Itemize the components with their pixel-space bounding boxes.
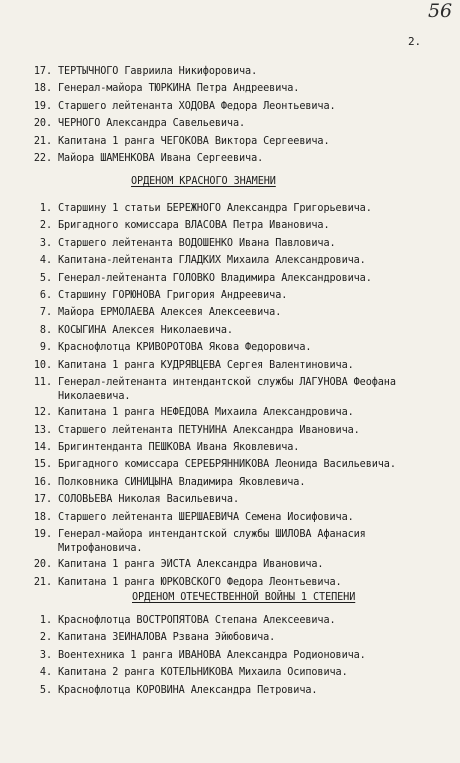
list-item [26,306,442,320]
item-text: Краснофлотца КРИВОРОТОВА Якова Федоровича. [58,342,312,354]
item-number: 1. [39,615,52,626]
item-text: Краснофлотца КОРОВИНА Александра Петровича. [58,684,318,696]
item-number: 19. [33,529,52,541]
list-item [26,272,442,286]
item-text: Капитана 1 ранга КУДРЯВЦЕВА Сергея Валентиновича. [58,359,354,371]
list-item [26,424,442,438]
item-text: ЧЕРНОГО Александра Савельевича. [58,118,246,130]
item-text: Капитана 2 ранга КОТЕЛЬНИКОВА Михаила Осиповича. [58,667,348,679]
item-text: Бригинтенданта ПЕШКОВА Ивана Яковлевича. [58,442,300,454]
list-item [26,631,442,645]
list-item [26,649,442,663]
item-number: 3. [39,649,52,661]
list-item [26,289,442,303]
item-text: Капитана 1 ранга ЭЙСТА Александра Ивановича. [58,559,324,571]
item-number: 14. [33,442,52,454]
list-item [26,511,442,525]
item-number: 4. [39,255,52,267]
item-text: Бригадного комиссара ВЛАСОВА Петра Ивановича. [58,220,330,232]
item-number: 2. [39,632,52,644]
item-text: Майора ШАМЕНКОВА Ивана Сергеевича. [58,152,264,164]
item-text: Старшего лейтенанта ВОДОШЕНКО Ивана Павловича. [58,237,336,249]
section-heading-patriotic-war: ОРДЕНОМ ОТЕЧЕСТВЕННОЙ ВОЙНЫ 1 СТЕПЕНИ [132,592,356,603]
list-item [26,254,442,268]
item-text: СОЛОВЬЕВА Николая Васильевича. [58,494,240,506]
item-number: 18. [33,83,52,95]
list-item [26,65,442,79]
handwritten-page-number: 56 [428,0,452,22]
list-item [26,202,442,216]
item-text: Генерал-лейтенанта ГОЛОВКО Владимира Александровича. [58,272,372,284]
list-item [26,152,442,166]
item-number: 22. [33,152,52,164]
item-text: Капитана-лейтенанта ГЛАДКИХ Михаила Александровича. [58,255,366,267]
list-item [26,219,442,233]
item-text: ТЕРТЫЧНОГО Гавриила Никифоровича. [58,66,258,77]
item-text: Бригадного комиссара СЕРЕБРЯННИКОВА Леонида Васильевича. [58,459,396,471]
item-number: 13. [33,424,52,436]
item-number: 4. [39,667,52,679]
item-number: 2. [39,220,52,232]
item-number: 20. [33,118,52,130]
item-text: Генерал-лейтенанта интендантской службы ЛАГУНОВА Феофана Николаевича. [58,376,396,402]
item-number: 7. [39,307,52,319]
item-number: 6. [39,289,52,301]
list-item [26,324,442,338]
item-number: 20. [33,559,52,571]
item-number: 8. [39,324,52,336]
list-item [26,441,442,455]
list-item [26,528,442,555]
list-item [26,684,442,698]
item-number: 10. [33,359,52,371]
item-text: Полковника СИНИЦЫНА Владимира Яковлевича. [58,476,306,488]
item-number: 17. [33,66,52,77]
list-item [26,476,442,490]
list-item [26,237,442,251]
list-item [26,376,442,403]
list-item [26,406,442,420]
item-text: Старшего лейтенанта ШЕРШАЕВИЧА Семена Иосифовича. [58,511,354,523]
page-number: 2. [408,35,422,48]
section-heading-red-banner: ОРДЕНОМ КРАСНОГО ЗНАМЕНИ [131,176,276,187]
item-text: Воентехника 1 ранга ИВАНОВА Александра Родионовича. [58,649,366,661]
item-number: 1. [39,203,52,214]
list-item [26,493,442,507]
item-number: 5. [39,272,52,284]
list-item [26,341,442,355]
list-item [26,359,442,373]
item-text: Капитана 1 ранга ЮРКОВСКОГО Федора Леонтьевича. [58,576,342,588]
item-number: 21. [33,576,52,588]
list-continued [26,65,442,169]
item-text: Старшину ГОРЮНОВА Григория Андреевича. [58,289,288,301]
item-text: Генерал-майора интендантской службы ШИЛОВА Афанасия Митрофановича. [58,529,366,554]
item-text: КОСЫГИНА Алексея Николаевича. [58,324,233,336]
list-red-banner [26,202,442,593]
list-item [26,666,442,680]
item-number: 16. [33,476,52,488]
list-item [26,576,442,590]
item-number: 9. [39,342,52,354]
item-number: 3. [39,237,52,249]
list-item [26,135,442,149]
item-number: 11. [33,376,52,388]
item-number: 21. [33,135,52,147]
list-item [26,558,442,572]
item-text: Майора ЕРМОЛАЕВА Алексея Алексеевича. [58,307,282,319]
item-number: 18. [33,511,52,523]
item-text: Старшего лейтенанта ХОДОВА Федора Леонтьевича. [58,100,336,112]
list-item [26,458,442,472]
item-text: Старшину 1 статьи БЕРЕЖНОГО Александра Григорьевича. [58,203,372,214]
item-text: Старшего лейтенанта ПЕТУНИНА Александра Ивановича. [58,424,360,436]
item-number: 12. [33,407,52,419]
item-number: 5. [39,684,52,696]
item-text: Краснофлотца ВОСТРОПЯТОВА Степана Алексеевича. [58,615,336,626]
item-text: Капитана 1 ранга НЕФЕДОВА Михаила Александровича. [58,407,354,419]
list-item [26,100,442,114]
list-item [26,82,442,96]
item-text: Генерал-майора ТЮРКИНА Петра Андреевича. [58,83,300,95]
item-number: 17. [33,494,52,506]
item-number: 19. [33,100,52,112]
item-number: 15. [33,459,52,471]
item-text: Капитана 1 ранга ЧЕГОКОВА Виктора Сергеевича. [58,135,330,147]
item-text: Капитана ЗЕЙНАЛОВА Рзвана Эйюбовича. [58,632,276,644]
list-item [26,614,442,628]
list-patriotic-war [26,614,442,701]
list-item [26,117,442,131]
